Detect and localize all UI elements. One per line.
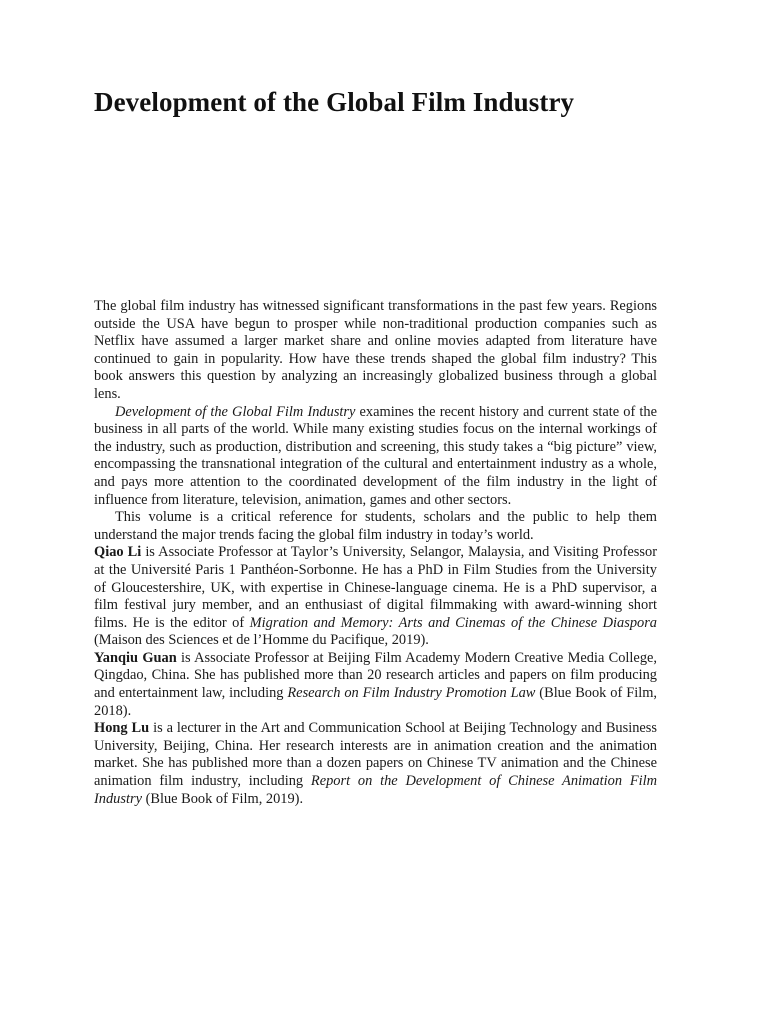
author-work-title: Report on the Development of Chinese Animation Film Industry (94, 773, 657, 807)
author-bio-text: (Blue Book of Film, 2018). (94, 685, 657, 719)
book-title-italic: Development of the Global Film Industry (115, 403, 356, 420)
author-name: Yanqiu Guan (94, 649, 177, 666)
author-name: Qiao Li (94, 544, 142, 561)
description-paragraph-1: The global film industry has witnessed significant transformations in the past few years. Regions outside the USA have begun to prosper while non-traditional production companies such as Netflix have assumed a larger market share and online movies adapted from literature have continued to gain in popularity. How have these trends shaped the global film industry? This book answers this question by analyzing an increasingly globalized business through a global lens. (94, 298, 657, 402)
description-paragraph-2-text: examines the recent history and current state of the business in all parts of the world. While many existing studies focus on the internal workings of the industry, such as production, distribution and screening, this study takes a “big picture” view, encompassing the transnational integration of the cultural and entertainment industry as a whole, and pays more attention to the coordinated development of the film industry in the light of influence from literature, television, animation, games and other sectors. (94, 403, 657, 508)
author-bio-text: (Maison des Sciences et de l’Homme du Pacifique, 2019). (94, 632, 429, 649)
author-bio-text: is Associate Professor at Beijing Film Academy Modern Creative Media College, Qingdao, China. She has published more than 20 research articles and papers on film producing and entertainment law, including (94, 649, 657, 702)
description-paragraph-2 (94, 404, 657, 510)
book-title: Development of the Global Film Industry (94, 87, 575, 117)
author-name: Hong Lu (94, 720, 150, 737)
author-bio-yanqiu-guan (94, 650, 657, 720)
author-bio-qiao-li (94, 544, 657, 650)
book-description (94, 298, 657, 808)
author-work-title: Research on Film Industry Promotion Law (287, 685, 536, 702)
author-bio-text: (Blue Book of Film, 2019). (141, 790, 304, 807)
author-bio-text: is a lecturer in the Art and Communication School at Beijing Technology and Business University, Beijing, China. Her research interests are in animation creation and the animation market. She has published more than a dozen papers on Chinese TV animation and the Chinese animation film industry, including (94, 720, 657, 790)
author-bio-text: is Associate Professor at Taylor’s University, Selangor, Malaysia, and Visiting Professor at the Université Paris 1 Panthéon-Sorbonne. He has a PhD in Film Studies from the University of Gloucestershire, UK, with expertise in Chinese-language cinema. He is a PhD supervisor, a film festival jury member, and an enthusiast of digital filmmaking with award-winning short films. He is the editor of (94, 544, 657, 631)
author-bio-hong-lu (94, 720, 657, 808)
author-work-title: Migration and Memory: Arts and Cinemas of the Chinese Diaspora (249, 614, 658, 631)
description-paragraph-3: This volume is a critical reference for students, scholars and the public to help them understand the major trends facing the global film industry in today’s world. (94, 509, 657, 543)
